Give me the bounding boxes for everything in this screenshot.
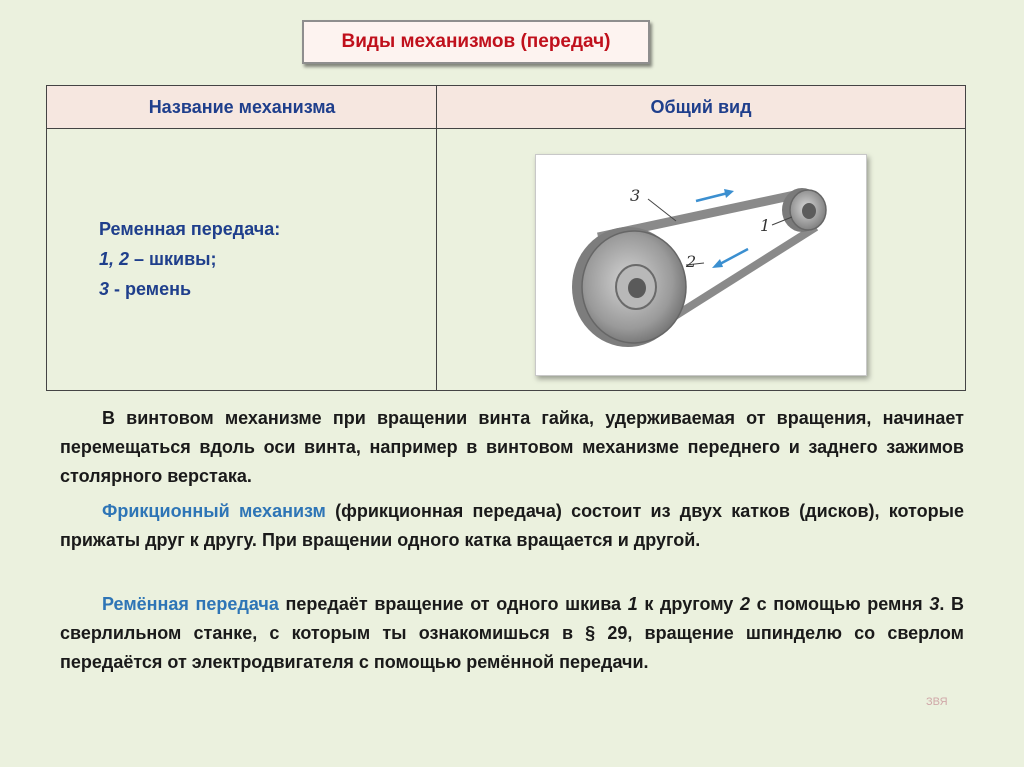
arrow-upper	[696, 193, 728, 201]
column-header-name: Название механизма	[148, 96, 336, 117]
ref-3: 3	[929, 594, 940, 614]
pulleys-text: – шкивы;	[129, 249, 217, 269]
column-divider	[436, 86, 437, 390]
belt-text-c: с помощью ремня	[749, 594, 930, 614]
term-belt-drive: Ремённая передача	[102, 594, 279, 614]
paragraph-screw-mechanism: В винтовом механизме при вращении винта гайка, удерживаемая от вращения, начинает перемещаться вдоль оси винта, например в винтовом механизме переднего и заднего зажимов столярного верстака.	[60, 408, 964, 486]
belt-ref: 3	[99, 279, 110, 299]
table-header-row	[47, 86, 965, 129]
pulleys-ref: 1, 2	[99, 249, 130, 269]
small-pulley-bore	[802, 203, 816, 219]
belt-drive-illustration	[535, 154, 867, 376]
arrow-upper-head	[724, 189, 734, 198]
mechanism-name-cell	[99, 214, 419, 304]
watermark: ЗВЯ	[926, 696, 948, 708]
column-header-view: Общий вид	[650, 96, 752, 117]
belt-drive-drawing	[536, 155, 866, 375]
friction-description: (фрикционная передача) состоит из двух катков (дисков), которые прижаты друг к другу. При вращении одного катка вращается и другой.	[60, 501, 965, 550]
belt-text-d: . В сверлильном станке, с которым ты ознакомишься в § 29, вращение шпинделю со сверлом передаётся от электродвигателя с помощью ремённой передачи.	[60, 594, 964, 672]
belt-text-a: передаёт вращение от одного шкива	[278, 594, 628, 614]
arrow-lower	[718, 249, 748, 265]
belt-text-b: к другому	[637, 594, 740, 614]
pulleys-line	[99, 244, 419, 274]
ref-1: 1	[627, 594, 638, 614]
term-friction: Фрикционный механизм	[102, 501, 326, 521]
arrow-lower-head	[712, 259, 723, 268]
mechanism-table	[46, 85, 966, 391]
label-1: 1	[760, 216, 771, 235]
label-3: 3	[630, 186, 641, 205]
mechanism-name-title: Ременная передача:	[99, 219, 281, 239]
belt-line	[99, 274, 419, 304]
paragraph-belt-drive	[60, 590, 964, 677]
belt-text: - ремень	[109, 279, 192, 299]
label-2: 2	[686, 252, 697, 271]
label-3-leader	[648, 199, 676, 221]
large-pulley-bore	[628, 278, 646, 298]
ref-2: 2	[739, 594, 750, 614]
page-title: Виды механизмов (передач)	[302, 20, 650, 64]
paragraph-friction-mechanism	[60, 497, 964, 555]
